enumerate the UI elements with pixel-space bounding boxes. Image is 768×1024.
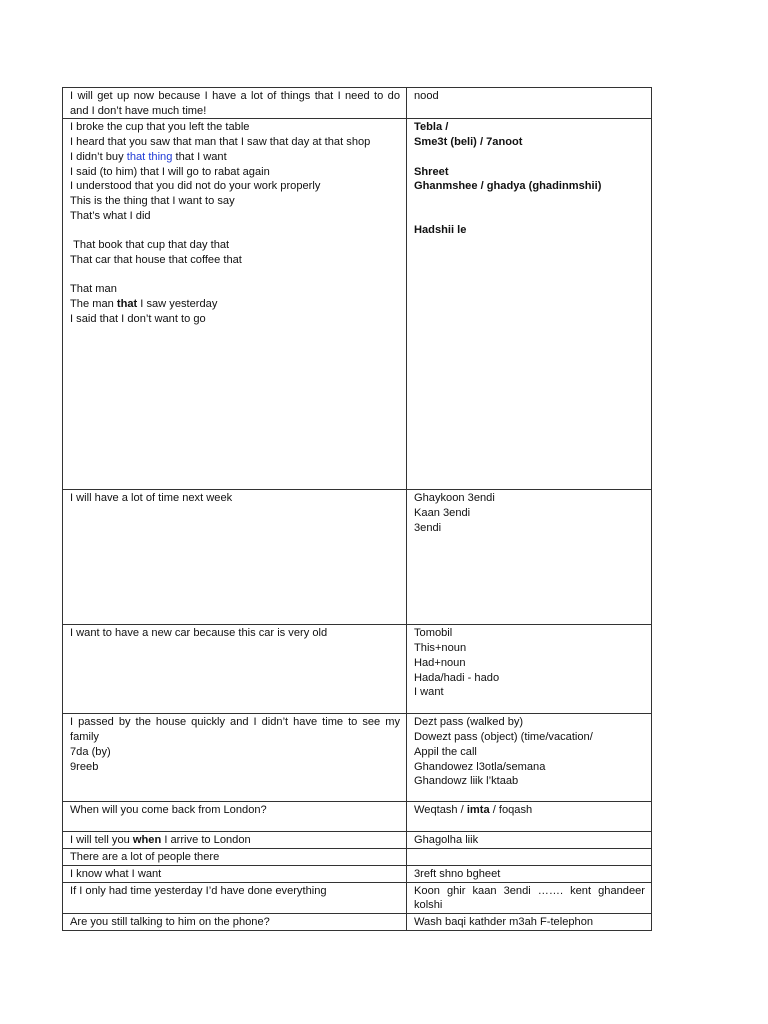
table-row <box>63 849 652 866</box>
darija-note: Wash baqi kathder m3ah F-telephon <box>414 915 594 928</box>
darija-note: Ghandowez l3otla/semana <box>414 760 546 773</box>
english-sentence: I said that I don’t want to go <box>70 312 206 325</box>
table-row <box>63 625 652 714</box>
darija-cell <box>407 714 652 802</box>
english-sentence: I want to have a new car because this car is very old <box>70 627 328 640</box>
english-sentence: That book that cup that day that <box>70 239 230 252</box>
darija-cell <box>407 490 652 625</box>
english-sentence: That man <box>70 283 117 296</box>
english-cell <box>63 882 407 913</box>
darija-cell <box>407 832 652 849</box>
darija-note: Weqtash / imta / foqash <box>414 804 533 817</box>
bold-word: when <box>132 834 162 847</box>
table-row <box>63 802 652 832</box>
english-cell <box>63 913 407 930</box>
english-cell <box>63 119 407 490</box>
darija-note: nood <box>414 90 439 102</box>
english-cell <box>63 849 407 866</box>
english-cell <box>63 832 407 849</box>
english-cell <box>63 865 407 882</box>
spacer <box>70 223 400 238</box>
darija-note: Dowezt pass (object) (time/vacation/ <box>414 731 593 744</box>
english-sentence: I heard that you saw that man that I saw that day at that shop <box>70 136 371 149</box>
english-sentence: The man that I saw yesterday <box>70 297 218 310</box>
english-sentence: 7da (by) <box>70 745 111 758</box>
table-row <box>63 913 652 930</box>
table-row <box>63 119 652 490</box>
darija-note: Ghagolha liik <box>414 834 479 847</box>
darija-note: 3endi <box>414 521 442 534</box>
table-row <box>63 882 652 913</box>
darija-cell <box>407 625 652 714</box>
bold-word: imta <box>466 804 490 817</box>
english-sentence: I didn’t buy that thing that I want <box>70 150 227 163</box>
darija-note: Hadshii le <box>414 223 467 236</box>
english-sentence: I said (to him) that I will go to rabat again <box>70 165 270 178</box>
darija-note: 3reft shno bgheet <box>414 867 501 880</box>
darija-note: Ghaykoon 3endi <box>414 492 495 505</box>
darija-note: Koon ghir kaan 3endi ……. kent ghandeer kolshi <box>414 884 649 912</box>
english-sentence: 9reeb <box>70 760 99 773</box>
darija-note: Ghanmshee / ghadya (ghadinmshii) <box>414 180 602 193</box>
english-cell <box>63 802 407 832</box>
darija-note: Sme3t (beli) / 7anoot <box>414 136 523 149</box>
darija-note: Hada/hadi - hado <box>414 671 500 684</box>
english-sentence: This is the thing that I want to say <box>70 194 235 207</box>
darija-note: Appil the call <box>414 745 477 758</box>
table-row <box>63 865 652 882</box>
english-sentence: If I only had time yesterday I’d have done everything <box>70 884 327 897</box>
english-sentence: When will you come back from London? <box>70 804 267 817</box>
darija-note: Shreet <box>414 165 449 178</box>
table-row <box>63 88 652 119</box>
english-sentence: I will get up now because I have a lot of things that I need to do and I don’t have much time! <box>70 90 404 117</box>
darija-note: Ghandowz liik l’ktaab <box>414 775 519 788</box>
spacer <box>414 194 645 223</box>
darija-cell <box>407 802 652 832</box>
english-sentence: There are a lot of people there <box>70 851 220 864</box>
english-sentence: I know what I want <box>70 867 162 880</box>
english-cell <box>63 490 407 625</box>
darija-cell <box>407 119 652 490</box>
english-sentence: I will have a lot of time next week <box>70 492 233 505</box>
english-sentence: Are you still talking to him on the phone? <box>70 915 270 928</box>
table-row <box>63 490 652 625</box>
english-sentence: That’s what I did <box>70 209 151 222</box>
darija-note: I want <box>414 686 444 699</box>
darija-note: Kaan 3endi <box>414 507 471 520</box>
darija-note: Tebla / <box>414 121 449 134</box>
darija-cell <box>407 882 652 913</box>
english-sentence: That car that house that coffee that <box>70 253 242 266</box>
darija-note: This+noun <box>414 642 467 655</box>
darija-cell <box>407 865 652 882</box>
spacer <box>414 150 645 165</box>
darija-note: Had+noun <box>414 656 466 669</box>
english-sentence: I understood that you did not do your work properly <box>70 180 321 193</box>
english-cell <box>63 88 407 119</box>
vocab-table <box>62 87 652 931</box>
table-row <box>63 832 652 849</box>
spacer <box>70 267 400 282</box>
darija-cell <box>407 913 652 930</box>
darija-cell <box>407 849 652 866</box>
english-sentence: I broke the cup that you left the table <box>70 121 250 134</box>
english-sentence: I passed by the house quickly and I didn’t have time to see my family <box>70 716 404 744</box>
bold-word: that <box>116 297 138 310</box>
english-cell <box>63 714 407 802</box>
english-sentence: I will tell you when I arrive to London <box>70 834 251 847</box>
english-cell <box>63 625 407 714</box>
darija-note: Tomobil <box>414 627 453 640</box>
highlighted-phrase: that thing <box>126 150 173 163</box>
darija-cell <box>407 88 652 119</box>
darija-note: Dezt pass (walked by) <box>414 716 524 729</box>
table-row <box>63 714 652 802</box>
